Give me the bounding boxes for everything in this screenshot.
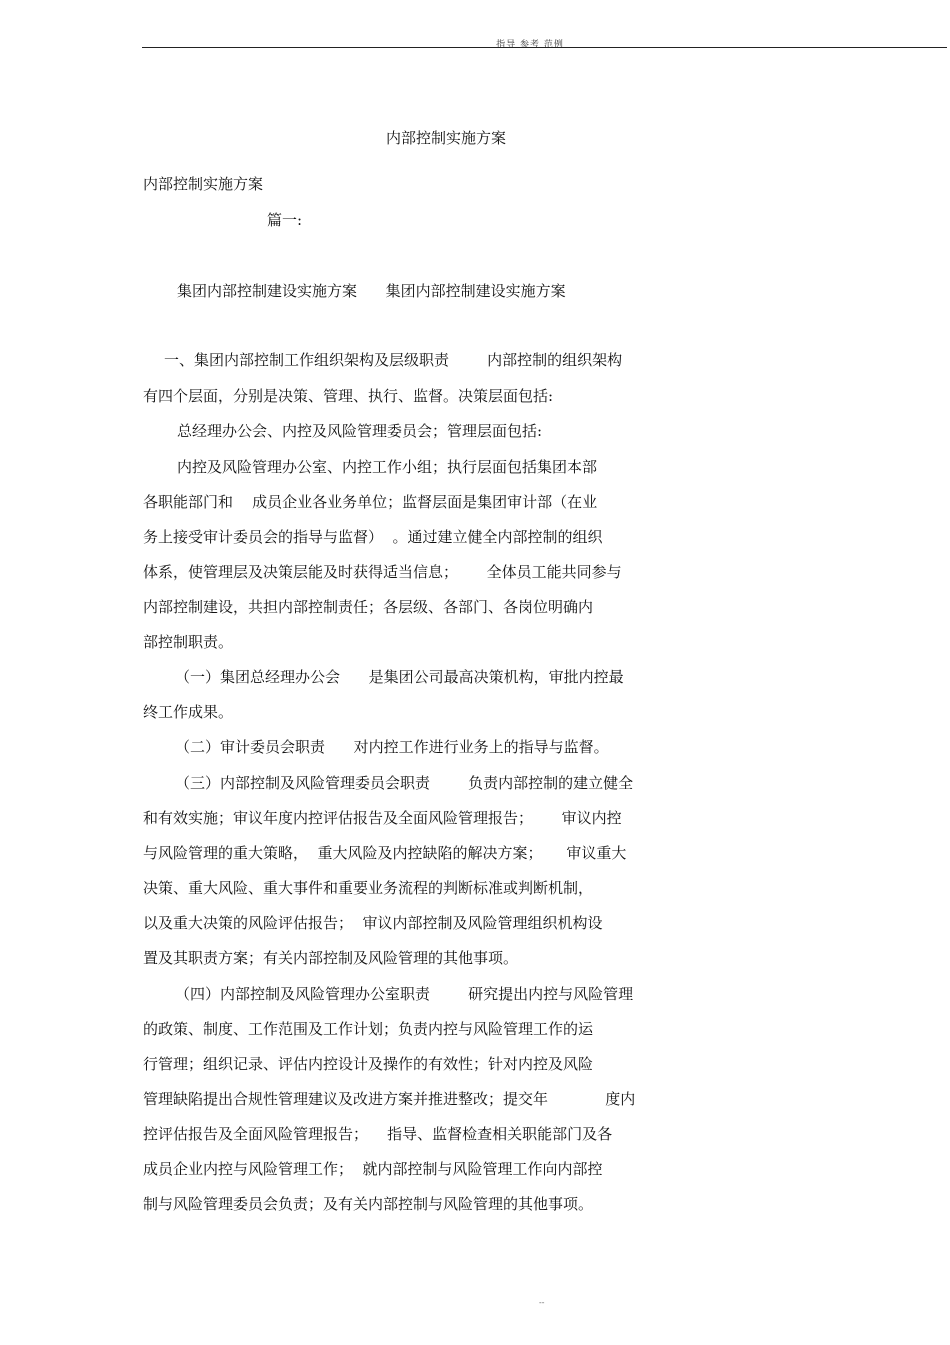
- body-line: （四）内部控制及风险管理办公室职责 研究提出内控与风险管理: [175, 985, 634, 1003]
- body-line: 和有效实施；审议年度内控评估报告及全面风险管理报告； 审议内控: [143, 809, 622, 827]
- body-line: 有四个层面，分别是决策、管理、执行、监督。决策层面包括:: [143, 387, 554, 405]
- body-line: 内部控制建设，共担内部控制责任；各层级、各部门、各岗位明确内: [143, 598, 594, 616]
- body-line: （二）审计委员会职责 对内控工作进行业务上的指导与监督。: [175, 738, 609, 756]
- body-line: 管理缺陷提出合规性管理建议及改进方案并推进整改；提交年 度内: [143, 1090, 636, 1108]
- body-line: 各职能部门和 成员企业各业务单位；监督层面是集团审计部（在业: [143, 493, 598, 511]
- body-line: 务上接受审计委员会的指导与监督） 。通过建立健全内部控制的组织: [143, 528, 603, 546]
- body-line: 体系，使管理层及决策层能及时获得适当信息； 全体员工能共同参与: [143, 563, 622, 581]
- body-line: 控评估报告及全面风险管理报告； 指导、监督检查相关职能部门及各: [143, 1125, 613, 1143]
- body-line: 制与风险管理委员会负责；及有关内部控制与风险管理的其他事项。: [143, 1195, 594, 1213]
- body-line: 成员企业内控与风险管理工作； 就内部控制与风险管理工作向内部控: [143, 1160, 603, 1178]
- body-line: 行管理；组织记录、评估内控设计及操作的有效性；针对内控及风险: [143, 1055, 594, 1073]
- body-line: 总经理办公会、内控及风险管理委员会；管理层面包括:: [177, 422, 543, 440]
- body-line: 部控制职责。: [143, 633, 234, 651]
- body-line: 一、集团内部控制工作组织架构及层级职责 内部控制的组织架构: [164, 351, 623, 369]
- body-line: 终工作成果。: [143, 703, 234, 721]
- part-label: 篇一:: [267, 211, 303, 229]
- body-line: 的政策、制度、工作范围及工作计划；负责内控与风险管理工作的运: [143, 1020, 594, 1038]
- footer-mark: --: [539, 1298, 545, 1307]
- body-line: 内控及风险管理办公室、内控工作小组；执行层面包括集团本部: [177, 458, 598, 476]
- body-line: 与风险管理的重大策略， 重大风险及内控缺陷的解决方案； 审议重大: [143, 844, 627, 862]
- header-divider: [142, 47, 947, 48]
- section-heading: 集团内部控制建设实施方案 集团内部控制建设实施方案: [177, 282, 566, 300]
- body-line: 置及其职责方案；有关内部控制及风险管理的其他事项。: [143, 949, 519, 967]
- body-line: （一）集团总经理办公会 是集团公司最高决策机构，审批内控最: [175, 668, 624, 686]
- body-line: 决策、重大风险、重大事件和重要业务流程的判断标准或判断机制，: [143, 879, 594, 897]
- body-line: 以及重大决策的风险评估报告； 审议内部控制及风险管理组织机构设: [143, 914, 603, 932]
- body-line: （三）内部控制及风险管理委员会职责 负责内部控制的建立健全: [175, 774, 634, 792]
- document-subtitle: 内部控制实施方案: [143, 175, 264, 193]
- page-header-text: 指导 参考 范例: [496, 40, 564, 50]
- document-title: 内部控制实施方案: [386, 129, 507, 147]
